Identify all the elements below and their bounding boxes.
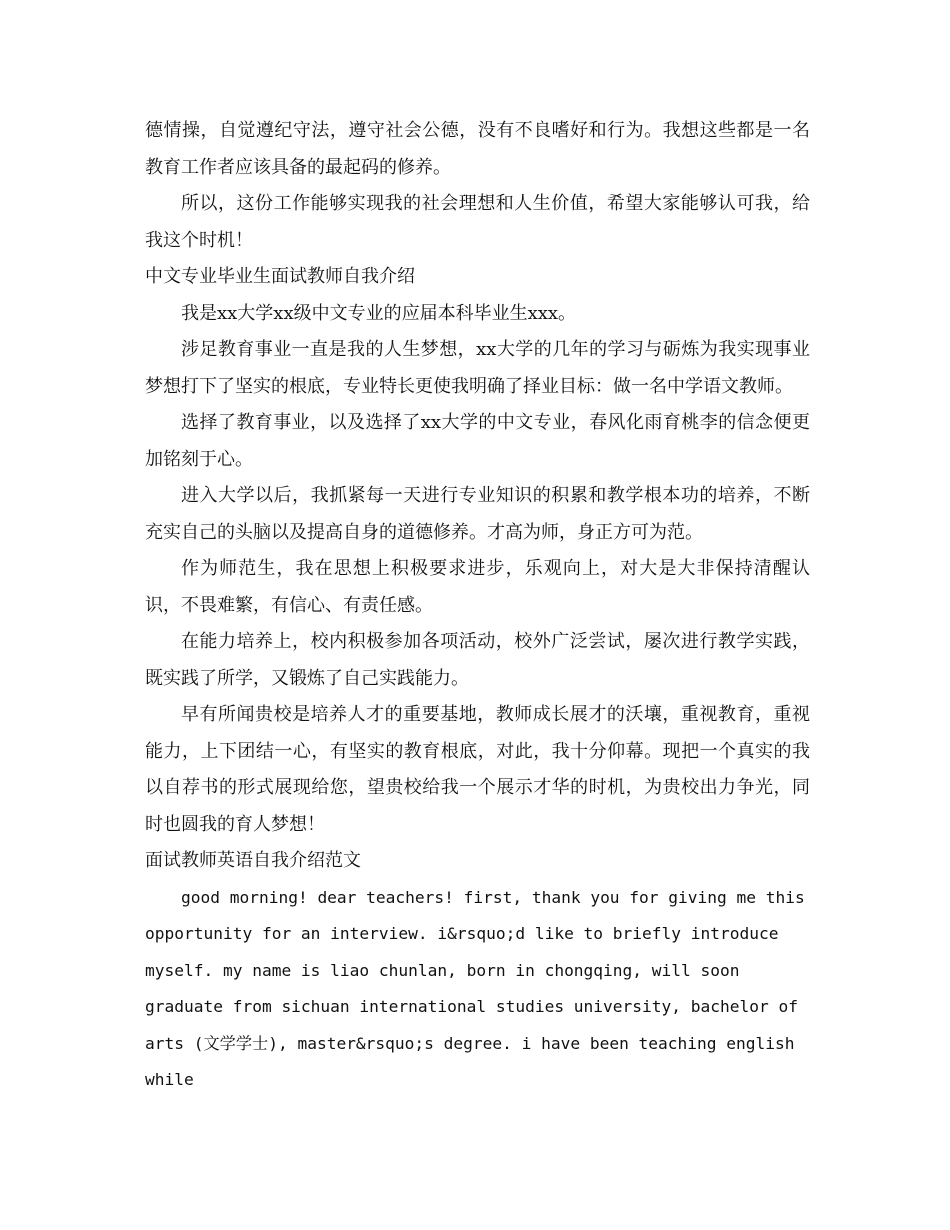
paragraph: 在能力培养上，校内积极参加各项活动，校外广泛尝试，屡次进行教学实践，既实践了所学，又锻炼了自己实践能力。	[145, 631, 810, 689]
paragraph: 我是xx大学xx级中文专业的应届本科毕业生xxx。	[181, 302, 577, 324]
section-heading: 面试教师英语自我介绍范文	[145, 850, 361, 871]
paragraph: 所以，这份工作能够实现我的社会理想和人生价值，希望大家能够认可我，给我这个时机！	[145, 193, 810, 251]
document-body	[145, 113, 810, 1099]
paragraph: 选择了教育事业，以及选择了xx大学的中文专业，春风化雨育桃李的信念便更加铭刻于心。	[145, 412, 810, 470]
section-heading: 中文专业毕业生面试教师自我介绍	[145, 266, 415, 287]
paragraph: 早有所闻贵校是培养人才的重要基地，教师成长展才的沃壤，重视教育，重视能力，上下团结一心，有坚实的教育根底，对此，我十分仰幕。现把一个真实的我以自荐书的形式展现给您，望贵校给我一个展示才华的时机，为贵校出力争光，同时也圆我的育人梦想！	[145, 704, 810, 835]
english-paragraph: good morning! dear teachers! first, thank you for giving me this opportunity for an interview. i&rsquo;d like to briefly introduce myself. my name is liao chunlan, born in chongqing, will soon graduate from sichuan international studies university, bachelor of arts (文学学士), master&rsquo;s degree. i have been teaching english while	[145, 887, 805, 1089]
paragraph: 进入大学以后，我抓紧每一天进行专业知识的积累和教学根本功的培养，不断充实自己的头脑以及提高自身的道德修养。才高为师，身正方可为范。	[145, 485, 810, 543]
paragraph: 涉足教育事业一直是我的人生梦想，xx大学的几年的学习与砺炼为我实现事业梦想打下了坚实的根底，专业特长更使我明确了择业目标：做一名中学语文教师。	[145, 339, 810, 397]
paragraph: 德情操，自觉遵纪守法，遵守社会公德，没有不良嗜好和行为。我想这些都是一名教育工作者应该具备的最起码的修养。	[145, 120, 810, 178]
paragraph: 作为师范生，我在思想上积极要求进步，乐观向上，对大是大非保持清醒认识，不畏难繁，有信心、有责任感。	[145, 558, 810, 616]
